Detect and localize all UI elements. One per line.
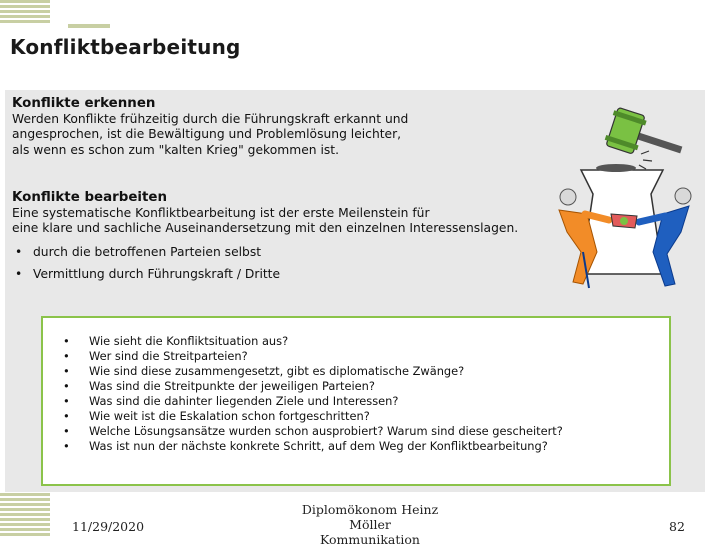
bullet-dot: • — [63, 379, 70, 393]
gavel-icon — [603, 106, 648, 155]
question-text: Wie sind diese zusammengesetzt, gibt es diplomatische Zwänge? — [89, 364, 465, 378]
section-heading: Konflikte bearbeiten — [12, 190, 168, 205]
question-text: Wie weit ist die Eskalation schon fortgeschritten? — [89, 409, 370, 423]
question-text: Was ist nun der nächste konkrete Schritt, auf dem Weg der Konfliktbearbeitung? — [89, 439, 548, 453]
section-handle — [12, 190, 518, 237]
bullet-dot: • — [15, 245, 23, 259]
bullet-dot: • — [63, 439, 70, 453]
bullet-item — [15, 245, 261, 259]
text-line: Werden Konflikte frühzeitig durch die Führungskraft erkannt und — [12, 111, 409, 126]
text-line: Eine systematische Konfliktbearbeitung ist der erste Meilenstein für — [12, 205, 430, 220]
bullet-dot: • — [63, 364, 70, 378]
section-recognize — [12, 96, 408, 158]
bullet-text: Vermittlung durch Führungskraft / Dritte — [33, 267, 281, 281]
decor-stripes-top — [0, 0, 50, 28]
text-line: angesprochen, ist die Bewältigung und Problemlösung leichter, — [12, 127, 402, 141]
text-line: als wenn es schon zum "kalten Krieg" gekommen ist. — [12, 142, 340, 157]
footer-author-name: Diplomökonom Heinz Möller — [301, 502, 439, 532]
bullet-dot: • — [63, 334, 70, 348]
question-text: Wie sieht die Konfliktsituation aus? — [89, 334, 289, 348]
bullet-item — [15, 267, 280, 281]
content-panel — [5, 90, 705, 492]
bullet-dot: • — [63, 409, 70, 423]
section-heading: Konflikte erkennen — [12, 96, 156, 111]
decor-bar — [68, 24, 110, 28]
question-text: Wer sind die Streitparteien? — [89, 349, 248, 363]
question-text: Was sind die Streitpunkte der jeweiligen Parteien? — [89, 379, 375, 393]
question-text: Was sind die dahinter liegenden Ziele und Interessen? — [89, 394, 399, 408]
questions-box — [41, 316, 671, 486]
slide-title: Konfliktbearbeitung — [10, 35, 241, 59]
conflict-illustration — [553, 102, 703, 302]
footer-page-number: 82 — [669, 519, 685, 534]
bullet-dot: • — [63, 424, 70, 438]
decor-stripes-bottom — [0, 493, 50, 538]
bullet-text: durch die betroffenen Parteien selbst — [33, 245, 262, 259]
bullet-dot: • — [63, 349, 70, 363]
footer-date: 11/29/2020 — [72, 519, 145, 534]
question-text: Welche Lösungsansätze wurden schon ausprobiert? Warum sind diese gescheitert? — [89, 424, 563, 438]
footer-subject: Kommunikation — [320, 532, 420, 547]
bullet-dot: • — [15, 267, 23, 281]
footer-author — [284, 502, 456, 547]
text-line: eine klare und sachliche Auseinandersetzung mit den einzelnen Interessenslagen. — [12, 221, 519, 235]
bullet-dot: • — [63, 394, 70, 408]
